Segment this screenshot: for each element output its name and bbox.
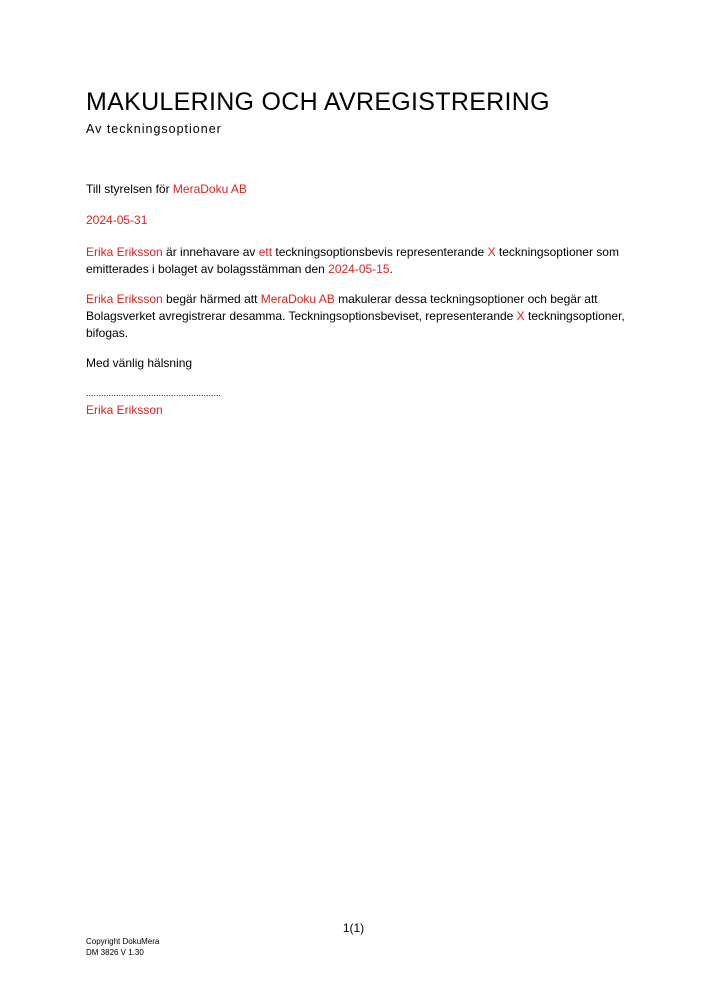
paragraph-holder-statement xyxy=(86,244,626,278)
p1-end: . xyxy=(389,262,393,276)
addressee-line xyxy=(86,181,626,198)
certificate-count: ett xyxy=(258,245,273,259)
p1-text-2: teckningsoptionsbevis representerande xyxy=(272,245,488,259)
addressee-prefix: Till styrelsen för xyxy=(86,182,173,196)
holder-name: Erika Eriksson xyxy=(86,245,163,259)
letter-date: 2024-05-31 xyxy=(86,213,148,227)
p2-text-1: begär härmed att xyxy=(162,292,261,306)
option-count: X xyxy=(516,309,525,323)
signature-line: ...................................................... xyxy=(86,388,222,398)
copyright-text: Copyright DokuMera xyxy=(86,937,160,946)
p2-text-2: makulerar dessa teckningsoptioner och begär att Bolagsverket avregistrerar desamma. Teckningsoptionsbeviset, representerande xyxy=(86,292,598,323)
option-count: X xyxy=(487,245,496,259)
paragraph-cancellation-request xyxy=(86,291,626,342)
signature-name: Erika Eriksson xyxy=(86,403,163,417)
document-subtitle: Av teckningsoptioner xyxy=(86,122,222,136)
p1-text-1: är innehavare av xyxy=(162,245,259,259)
holder-name: Erika Eriksson xyxy=(86,292,163,306)
company-name: MeraDoku AB xyxy=(172,182,247,196)
footer xyxy=(86,936,159,958)
document-version: DM 3826 V 1.30 xyxy=(86,948,144,957)
p2-text-3: teckningsoptioner, bifogas. xyxy=(86,309,625,340)
p1-text-3: teckningsoptioner som emitterades i bolaget av bolagsstämman den xyxy=(86,245,619,276)
document-title: MAKULERING OCH AVREGISTRERING xyxy=(86,88,550,116)
company-name: MeraDoku AB xyxy=(260,292,335,306)
closing-greeting: Med vänlig hälsning xyxy=(86,356,193,370)
page-number: 1(1) xyxy=(342,921,365,935)
issue-date: 2024-05-15 xyxy=(328,262,390,276)
